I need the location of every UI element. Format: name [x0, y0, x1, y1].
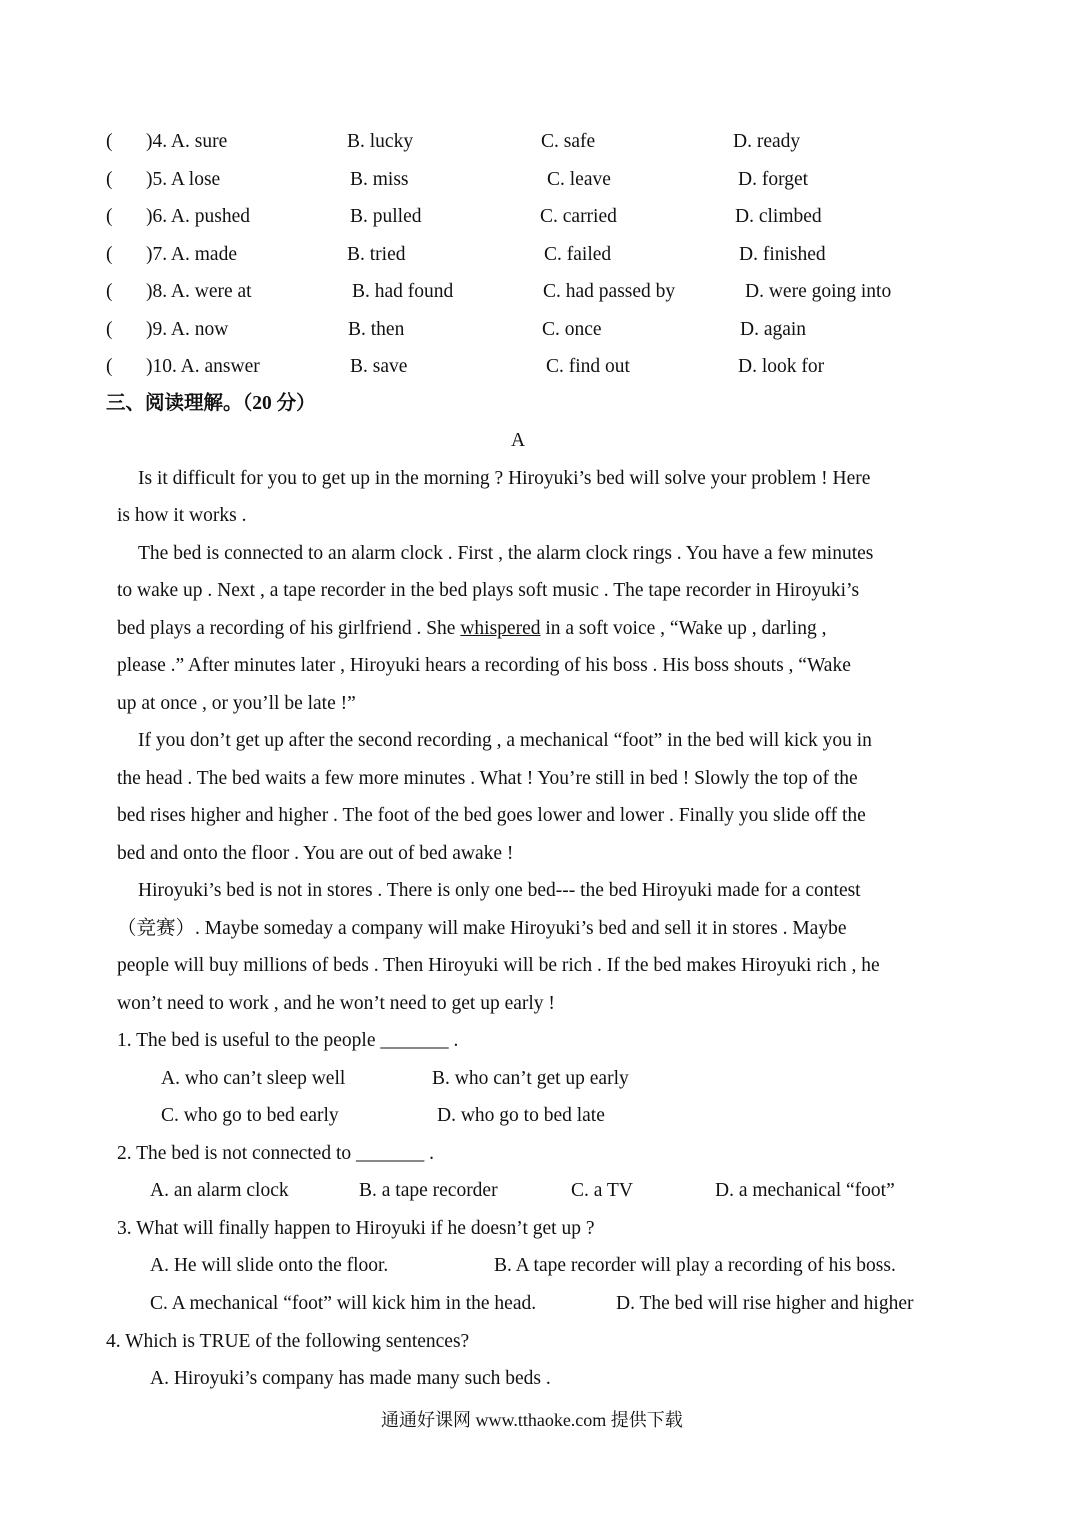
answer-bracket: ( — [106, 169, 113, 190]
question-option: C. a TV — [571, 1180, 633, 1201]
answer-bracket: ( — [106, 206, 113, 227]
option-b: B. then — [348, 319, 405, 340]
passage-line: up at once , or you’ll be late !” — [117, 693, 356, 714]
passage-line: The bed is connected to an alarm clock . First , the alarm clock rings . You have a few minutes — [138, 543, 874, 564]
passage-line: bed rises higher and higher . The foot of the bed goes lower and lower . Finally you slide off the — [117, 805, 866, 826]
passage-line: Hiroyuki’s bed is not in stores . There is only one bed--- the bed Hiroyuki made for a contest — [138, 880, 861, 901]
passage-label: A — [511, 430, 526, 451]
option-a: )4. A. sure — [146, 131, 228, 152]
question-option: D. who go to bed late — [437, 1105, 605, 1126]
answer-bracket: ( — [106, 244, 113, 265]
question-stem: 4. Which is TRUE of the following sentences? — [106, 1331, 470, 1352]
option-c: C. safe — [541, 131, 596, 152]
passage-line: If you don’t get up after the second recording , a mechanical “foot” in the bed will kick you in — [138, 730, 872, 751]
page-footer: 通通好课网 www.tthaoke.com 提供下载 — [381, 1410, 683, 1430]
option-b: B. miss — [350, 169, 409, 190]
passage-text: bed plays a recording of his girlfriend . She — [117, 618, 461, 639]
question-option: A. Hiroyuki’s company has made many such beds . — [150, 1368, 551, 1389]
passage-line: the head . The bed waits a few more minutes . What ! You’re still in bed ! Slowly the top of the — [117, 768, 858, 789]
option-a: )6. A. pushed — [146, 206, 250, 227]
cloze-row — [0, 131, 1087, 155]
passage-line: to wake up . Next , a tape recorder in the bed plays soft music . The tape recorder in Hiroyuki’s — [117, 580, 860, 601]
answer-bracket: ( — [106, 281, 113, 302]
option-a: )7. A. made — [146, 244, 237, 265]
option-d: D. again — [740, 319, 807, 340]
question-option: C. who go to bed early — [161, 1105, 339, 1126]
option-a: )10. A. answer — [146, 356, 260, 377]
cloze-row — [0, 281, 1087, 305]
passage-line: is how it works . — [117, 505, 247, 526]
answer-bracket: ( — [106, 319, 113, 340]
question-option: B. a tape recorder — [359, 1180, 498, 1201]
option-d: D. forget — [738, 169, 809, 190]
question-stem: 1. The bed is useful to the people _______ . — [117, 1030, 459, 1051]
option-a: )8. A. were at — [146, 281, 252, 302]
option-b: B. tried — [347, 244, 406, 265]
option-b: B. had found — [352, 281, 454, 302]
question-option: D. The bed will rise higher and higher — [616, 1293, 914, 1314]
passage-line: bed and onto the floor . You are out of bed awake ! — [117, 843, 514, 864]
option-d: D. finished — [739, 244, 826, 265]
question-option: C. A mechanical “foot” will kick him in the head. — [150, 1293, 537, 1314]
cloze-row — [0, 169, 1087, 193]
option-d: D. ready — [733, 131, 801, 152]
passage-line: Is it difficult for you to get up in the morning ? Hiroyuki’s bed will solve your problem ! Here — [138, 468, 871, 489]
cloze-row — [0, 319, 1087, 343]
question-option: B. A tape recorder will play a recording of his boss. — [494, 1255, 896, 1276]
question-stem: 2. The bed is not connected to _______ . — [117, 1143, 434, 1164]
option-d: D. look for — [738, 356, 825, 377]
passage-text: in a soft voice , “Wake up , darling , — [540, 618, 827, 639]
passage-line: won’t need to work , and he won’t need to get up early ! — [117, 993, 555, 1014]
option-a: )5. A lose — [146, 169, 221, 190]
option-d: D. were going into — [745, 281, 892, 302]
passage-line: （竞赛）. Maybe someday a company will make Hiroyuki’s bed and sell it in stores . Maybe — [117, 918, 847, 939]
option-c: C. leave — [547, 169, 611, 190]
question-option: A. an alarm clock — [150, 1180, 289, 1201]
option-a: )9. A. now — [146, 319, 229, 340]
answer-bracket: ( — [106, 131, 113, 152]
question-option: D. a mechanical “foot” — [715, 1180, 895, 1201]
option-b: B. save — [350, 356, 408, 377]
option-d: D. climbed — [735, 206, 822, 227]
option-b: B. lucky — [347, 131, 414, 152]
answer-bracket: ( — [106, 356, 113, 377]
passage-line: people will buy millions of beds . Then Hiroyuki will be rich . If the bed makes Hiroyuki rich , he — [117, 955, 880, 976]
question-option: B. who can’t get up early — [432, 1068, 629, 1089]
question-stem: 3. What will finally happen to Hiroyuki if he doesn’t get up ? — [117, 1218, 595, 1239]
option-c: C. carried — [540, 206, 617, 227]
cloze-row — [0, 244, 1087, 268]
passage-line — [117, 619, 826, 639]
passage-line: please .” After minutes later , Hiroyuki hears a recording of his boss . His boss shouts , “Wake — [117, 655, 851, 676]
underlined-word: whispered — [460, 618, 541, 639]
option-c: C. find out — [546, 356, 630, 377]
question-option: A. who can’t sleep well — [161, 1068, 346, 1089]
option-c: C. had passed by — [543, 281, 676, 302]
question-option: A. He will slide onto the floor. — [150, 1255, 389, 1276]
option-b: B. pulled — [350, 206, 422, 227]
cloze-row — [0, 206, 1087, 230]
option-c: C. failed — [544, 244, 612, 265]
cloze-row — [0, 356, 1087, 380]
section-title: 三、阅读理解。（20 分） — [106, 393, 316, 414]
option-c: C. once — [542, 319, 602, 340]
